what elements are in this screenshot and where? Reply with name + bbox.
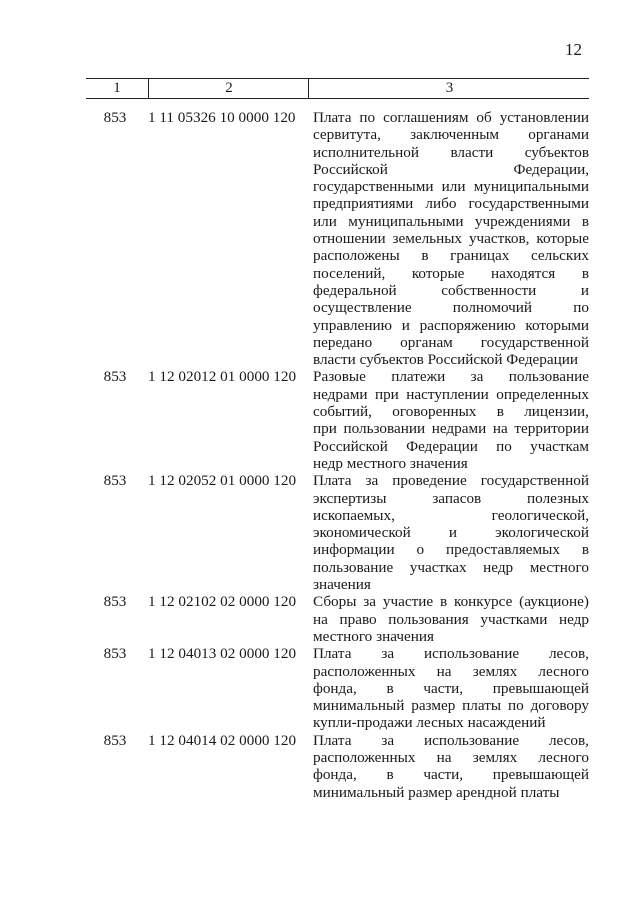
justified-line: управлению и распоряжению которыми xyxy=(313,316,589,334)
justified-line: при пользовании недрами на территории xyxy=(313,420,589,438)
description-line xyxy=(313,438,589,455)
table-row xyxy=(86,472,589,593)
justified-line: предприятиями либо государственными xyxy=(313,195,589,213)
justified-line: экономической и экологической xyxy=(313,524,589,542)
description-line xyxy=(313,403,589,420)
description-cell xyxy=(313,645,589,731)
description-line xyxy=(313,317,589,334)
description-line xyxy=(313,195,589,212)
description-line xyxy=(313,611,589,628)
justified-line: пользование участках недр местного xyxy=(313,558,589,576)
justified-line: расположены в границах сельских xyxy=(313,247,589,265)
revenue-code-cell: 1 12 04014 02 0000 120 xyxy=(148,731,297,749)
description-line xyxy=(313,247,589,264)
description-line xyxy=(313,144,589,161)
revenue-table xyxy=(86,78,589,801)
table-row xyxy=(86,368,589,472)
description-line: власти субъектов Российской Федерации xyxy=(313,351,579,369)
description-cell xyxy=(313,368,589,472)
description-line xyxy=(313,265,589,282)
description-line xyxy=(313,593,589,610)
description-line xyxy=(313,645,589,662)
description-line xyxy=(313,178,589,195)
description-line xyxy=(313,213,589,230)
justified-line: Плата по соглашениям об установлении xyxy=(313,109,589,126)
justified-line: Российской Федерации по участкам xyxy=(313,437,589,455)
description-line xyxy=(313,109,589,126)
justified-line: отношении земельных участков, которые xyxy=(313,230,589,248)
description-line xyxy=(313,766,589,783)
description-line: минимальный размер арендной платы xyxy=(313,783,560,801)
description-line xyxy=(313,368,589,385)
admin-code-cell: 853 xyxy=(103,368,127,386)
justified-line: поселений, которые находятся в xyxy=(313,264,589,282)
table-row xyxy=(86,645,589,731)
justified-line: недрами при наступлении определенных xyxy=(313,385,589,403)
description-line xyxy=(313,507,589,524)
description-line xyxy=(313,697,589,714)
justified-line: минимальный размер платы по договору xyxy=(313,697,589,715)
table-body xyxy=(86,109,589,801)
admin-code-cell: 853 xyxy=(103,731,127,749)
description-line xyxy=(313,334,589,351)
description-line xyxy=(313,749,589,766)
justified-line: Сборы за участие в конкурсе (аукционе) xyxy=(313,593,589,611)
justified-line: фонда, в части, превышающей xyxy=(313,766,589,784)
justified-line: сервитута, заключенным органами xyxy=(313,126,589,144)
admin-code-cell: 853 xyxy=(103,472,127,490)
justified-line: на право пользования участками недр xyxy=(313,610,589,628)
justified-line: Плата за проведение государственной xyxy=(313,472,589,490)
revenue-code-cell: 1 12 02102 02 0000 120 xyxy=(148,593,297,611)
table-row xyxy=(86,593,589,645)
justified-line: Плата за использование лесов, xyxy=(313,731,589,749)
table-row xyxy=(86,109,589,368)
justified-line: передано органам государственной xyxy=(313,333,589,351)
revenue-code-cell: 1 11 05326 10 0000 120 xyxy=(148,109,296,126)
description-cell xyxy=(313,109,589,368)
description-line xyxy=(313,663,589,680)
description-line xyxy=(313,230,589,247)
justified-line: информации о предоставляемых в xyxy=(313,541,589,559)
justified-line: событий, оговоренных в лицензии, xyxy=(313,403,589,421)
justified-line: федеральной собственности и xyxy=(313,281,589,299)
description-cell xyxy=(313,732,589,801)
description-line xyxy=(313,126,589,143)
description-line xyxy=(313,282,589,299)
admin-code-cell: 853 xyxy=(103,109,127,126)
table-header xyxy=(86,78,589,99)
header-col-1: 1 xyxy=(113,80,121,96)
revenue-code-cell: 1 12 02052 01 0000 120 xyxy=(148,472,297,490)
justified-line: исполнительной власти субъектов xyxy=(313,143,589,161)
revenue-code-cell: 1 12 04013 02 0000 120 xyxy=(148,645,297,663)
description-cell xyxy=(313,593,589,645)
description-line: купли-продажи лесных насаждений xyxy=(313,714,546,732)
justified-line: расположенных на землях лесного xyxy=(313,748,589,766)
description-line xyxy=(313,386,589,403)
description-line xyxy=(313,161,589,178)
page-number: 12 xyxy=(565,40,582,59)
admin-code-cell: 853 xyxy=(103,593,127,611)
admin-code-cell: 853 xyxy=(103,645,127,663)
description-line xyxy=(313,680,589,697)
justified-line: Российской Федерации, xyxy=(313,160,589,178)
description-line: местного значения xyxy=(313,627,434,645)
description-line xyxy=(313,420,589,437)
justified-line: фонда, в части, превышающей xyxy=(313,679,589,697)
justified-line: государственными или муниципальными xyxy=(313,178,589,196)
justified-line: Плата за использование лесов, xyxy=(313,645,589,663)
justified-line: ископаемых, геологической, xyxy=(313,506,589,524)
description-line xyxy=(313,299,589,316)
justified-line: или муниципальными учреждениями в xyxy=(313,212,589,230)
description-line xyxy=(313,541,589,558)
table-row xyxy=(86,732,589,801)
description-line xyxy=(313,732,589,749)
justified-line: расположенных на землях лесного xyxy=(313,662,589,680)
description-line xyxy=(313,524,589,541)
description-line xyxy=(313,490,589,507)
revenue-code-cell: 1 12 02012 01 0000 120 xyxy=(148,368,297,386)
description-line xyxy=(313,472,589,489)
description-line: значения xyxy=(313,576,371,594)
justified-line: экспертизы запасов полезных xyxy=(313,489,589,507)
header-col-2: 2 xyxy=(148,79,309,98)
description-line: недр местного значения xyxy=(313,454,468,472)
justified-line: Разовые платежи за пользование xyxy=(313,368,589,386)
justified-line: осуществление полномочий по xyxy=(313,299,589,317)
header-col-3: 3 xyxy=(308,79,590,98)
description-line xyxy=(313,559,589,576)
description-cell xyxy=(313,472,589,593)
